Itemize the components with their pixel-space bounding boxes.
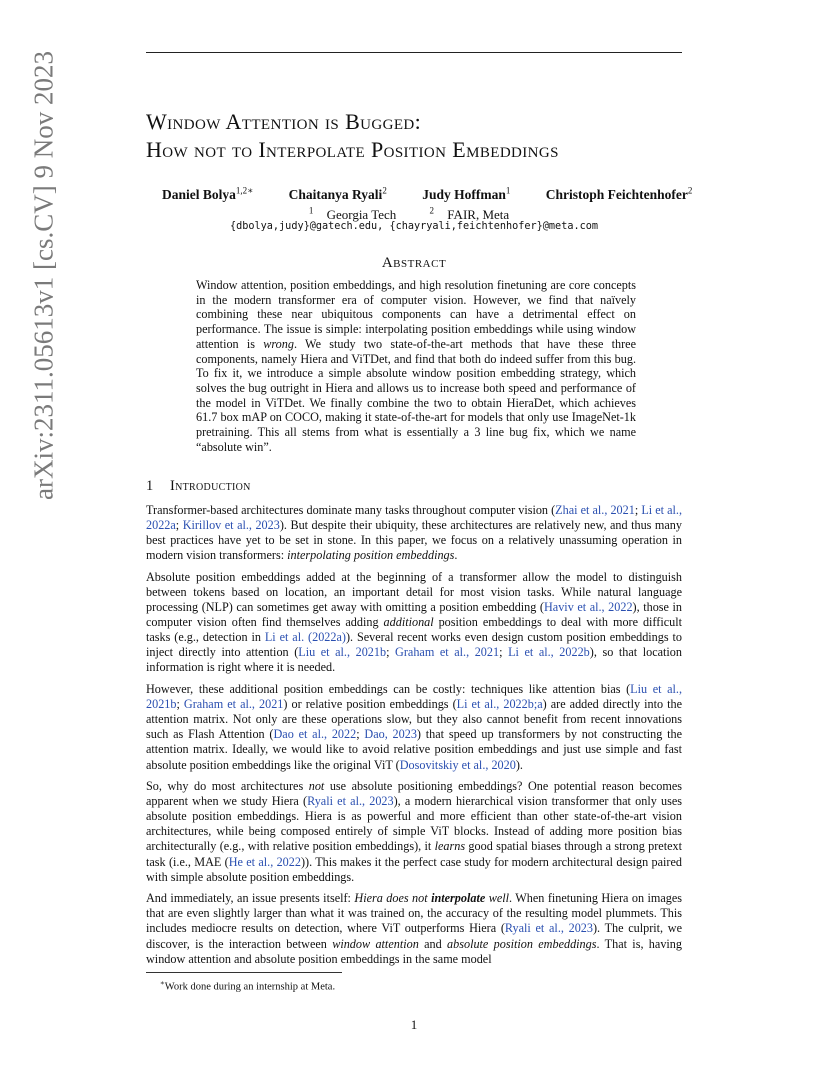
text-run: ) that speed up transformers by not constructing the attention matrix. Ideally, we would like to avoid relative position embeddings and just use simple and fast absolute position embeddings like the original ViT ( bbox=[146, 727, 682, 772]
section-title: Introduction bbox=[170, 478, 251, 494]
text-run: ) are added directly into the attention matrix. Not only are these operations slow, but they also cannot benefit from recent innovations such as Flash Attention ( bbox=[146, 697, 683, 742]
abstract-heading: Abstract bbox=[381, 255, 447, 271]
paragraph bbox=[146, 503, 682, 563]
paragraph bbox=[146, 891, 682, 966]
text-run: position embeddings to deal with more difficult tasks (e.g., detection in bbox=[146, 615, 682, 645]
author-list bbox=[146, 182, 693, 203]
text-run: ) or relative position embeddings ( bbox=[283, 697, 457, 712]
text-run: ). The culprit, we discover, is the interaction between bbox=[146, 921, 682, 951]
emphasis-text: learns bbox=[434, 839, 466, 854]
text-run: However, these additional position embeddings can be costly: techniques like attention bias ( bbox=[146, 682, 631, 697]
text-run: ; bbox=[386, 645, 396, 660]
emphasis-text: wrong bbox=[263, 336, 294, 351]
text-run: ; bbox=[499, 645, 509, 660]
author: Daniel Bolya$^{1,2∗}$ bbox=[162, 185, 254, 202]
title-line-2: How not to Interpolate Position Embeddings bbox=[146, 137, 559, 162]
affiliation: $^1$ Georgia Tech bbox=[308, 206, 397, 223]
text-run: ). bbox=[515, 757, 523, 772]
emphasis-text: additional bbox=[383, 615, 434, 630]
paragraph bbox=[146, 570, 682, 676]
text-run: ). But despite their ubiquity, these architectures are relatively new, and thus many best practices have yet to be set in stone. In this paper, we focus on a relatively unassuming operation in modern vision transformers: bbox=[146, 518, 682, 563]
emphasis-text: well bbox=[485, 891, 510, 906]
text-run: Absolute position embeddings added at the beginning of a transformer allow the model to distinguish between tokens based on location, an important detail for most vision tasks. While natural language processing (NLP) can sometimes get away with omitting a position embedding ( bbox=[146, 569, 682, 615]
citation-link[interactable]: Zhai et al., 2021 bbox=[555, 503, 635, 517]
emphasis-text: interpolate bbox=[431, 891, 486, 906]
citation-link[interactable]: Ryali et al., 2023 bbox=[504, 921, 593, 936]
abstract-text bbox=[196, 278, 636, 454]
author: Judy Hoffman$^1$ bbox=[422, 185, 511, 202]
section-heading bbox=[146, 478, 682, 495]
citation-link[interactable]: He et al., 2022 bbox=[228, 854, 301, 869]
citation-link[interactable]: Kirillov et al., 2023 bbox=[182, 518, 280, 533]
citation-link[interactable]: Li et al., 2022b bbox=[508, 645, 590, 660]
author: Chaitanya Ryali$^2$ bbox=[288, 185, 387, 202]
text-run: And immediately, an issue presents itself: bbox=[146, 891, 355, 906]
emphasis-text: absolute position embeddings bbox=[447, 936, 597, 951]
emphasis-text: interpolating position embeddings bbox=[287, 548, 455, 563]
title-line-1: Window Attention is Bugged: bbox=[146, 109, 422, 134]
citation-link[interactable]: Li et al. (2022a) bbox=[264, 630, 346, 645]
text-run: . We study two state-of-the-art methods that have these three components, namely Hiera and ViTDet, and find that both do indeed suffer from this bug. To fix it, we introduce a simple absolute window position embedding strategy, which solves the bug outright in Hiera and allows us to increase both speed and performance of the model in ViTDet. We finally combine the two to obtain HieraDet, which achieves 61.7 box mAP on COCO, making it state-of-the-art for models that only use ImageNet-1k pretraining. This all stems from what is essentially a 3 line bug fix, which we name “absolute win”. bbox=[196, 336, 636, 454]
affiliation: $^2$ FAIR, Meta bbox=[429, 206, 510, 223]
citation-link[interactable]: Li et al., 2022a bbox=[146, 503, 683, 533]
text-run: ), those in computer vision often find themselves adding bbox=[146, 600, 682, 630]
text-run: . That is, having window attention and absolute position embeddings in the same model bbox=[146, 936, 682, 966]
page-number: 1 bbox=[410, 1017, 418, 1032]
arxiv-identifier[interactable]: arXiv:2311.05613v1 [cs.CV] 9 Nov 2023 bbox=[28, 51, 59, 500]
text-run: ), so that location information is right where it is needed. bbox=[146, 645, 682, 675]
paragraph bbox=[146, 682, 682, 773]
author: Christoph Feichtenhofer$^2$ bbox=[545, 185, 693, 202]
text-run: use absolute positioning embeddings? One potential reason becomes apparent when we study Hiera ( bbox=[146, 779, 682, 809]
citation-link[interactable]: Graham et al., 2021 bbox=[183, 697, 284, 712]
footnote: ∗Work done during an internship at Meta. bbox=[160, 979, 336, 993]
paper-title bbox=[146, 108, 706, 164]
author-emails: {dbolya,judy}@gatech.edu, {chayryali,feichtenhofer}@meta.com bbox=[229, 221, 598, 232]
text-run: ). Several recent works even design custom position embeddings to inject directly into attention ( bbox=[146, 630, 682, 660]
emphasis-text: not bbox=[308, 779, 325, 794]
citation-link[interactable]: Dao, 2023 bbox=[364, 727, 417, 742]
citation-link[interactable]: Liu et al., 2021b bbox=[298, 645, 387, 660]
text-run: ; bbox=[634, 503, 642, 517]
section-number: 1 bbox=[146, 478, 154, 494]
citation-link[interactable]: Liu et al., 2021b bbox=[146, 682, 683, 712]
citation-link[interactable]: Li et al., 2022b;a bbox=[456, 697, 543, 712]
text-run: ; bbox=[175, 518, 183, 533]
top-rule bbox=[146, 52, 682, 53]
text-run: ; bbox=[356, 727, 365, 742]
footnote-rule bbox=[146, 972, 342, 973]
text-run: good spatial biases through a strong pretext task (i.e., MAE ( bbox=[146, 839, 682, 869]
paragraph bbox=[146, 779, 682, 885]
text-run: )). This makes it the perfect case study for modern architectural design paired with simple absolute position embeddings. bbox=[146, 854, 682, 884]
text-run: So, why do most architectures bbox=[146, 779, 309, 794]
text-run: Transformer-based architectures dominate many tasks throughout computer vision ( bbox=[146, 503, 556, 517]
text-run: ; bbox=[176, 697, 184, 712]
citation-link[interactable]: Haviv et al., 2022 bbox=[544, 600, 633, 615]
text-run: ), a modern hierarchical vision transformer that only uses absolute position embeddings. Hiera is as powerful and more efficient than other state-of-the-art vision architectures, while being composed entirely of simple ViT blocks. Instead of adding more position bias architecturally (e.g., with relative position embeddings), it bbox=[146, 794, 682, 854]
text-run: Window attention, position embeddings, and high resolution finetuning are core concepts in the modern transformer era of computer vision. However, we find that naïvely combining these near ubiquitous components can have a detrimental effect on performance. The issue is simple: interpolating position embeddings while using window attention is bbox=[196, 278, 636, 351]
text-run: . When finetuning Hiera on images that are even slightly larger than what it was trained on, the accuracy of the resulting model plummets. This includes mediocre results on detection, where ViT outperforms Hiera ( bbox=[146, 891, 683, 936]
emphasis-text: window attention bbox=[332, 936, 419, 951]
text-run: and bbox=[418, 936, 448, 951]
citation-link[interactable]: Dosovitskiy et al., 2020 bbox=[399, 757, 516, 772]
emphasis-text: Hiera does not bbox=[354, 891, 432, 906]
text-run: . bbox=[454, 548, 458, 563]
body-text bbox=[146, 503, 682, 973]
citation-link[interactable]: Dao et al., 2022 bbox=[273, 727, 357, 742]
citation-link[interactable]: Graham et al., 2021 bbox=[395, 645, 500, 660]
citation-link[interactable]: Ryali et al., 2023 bbox=[307, 794, 394, 809]
